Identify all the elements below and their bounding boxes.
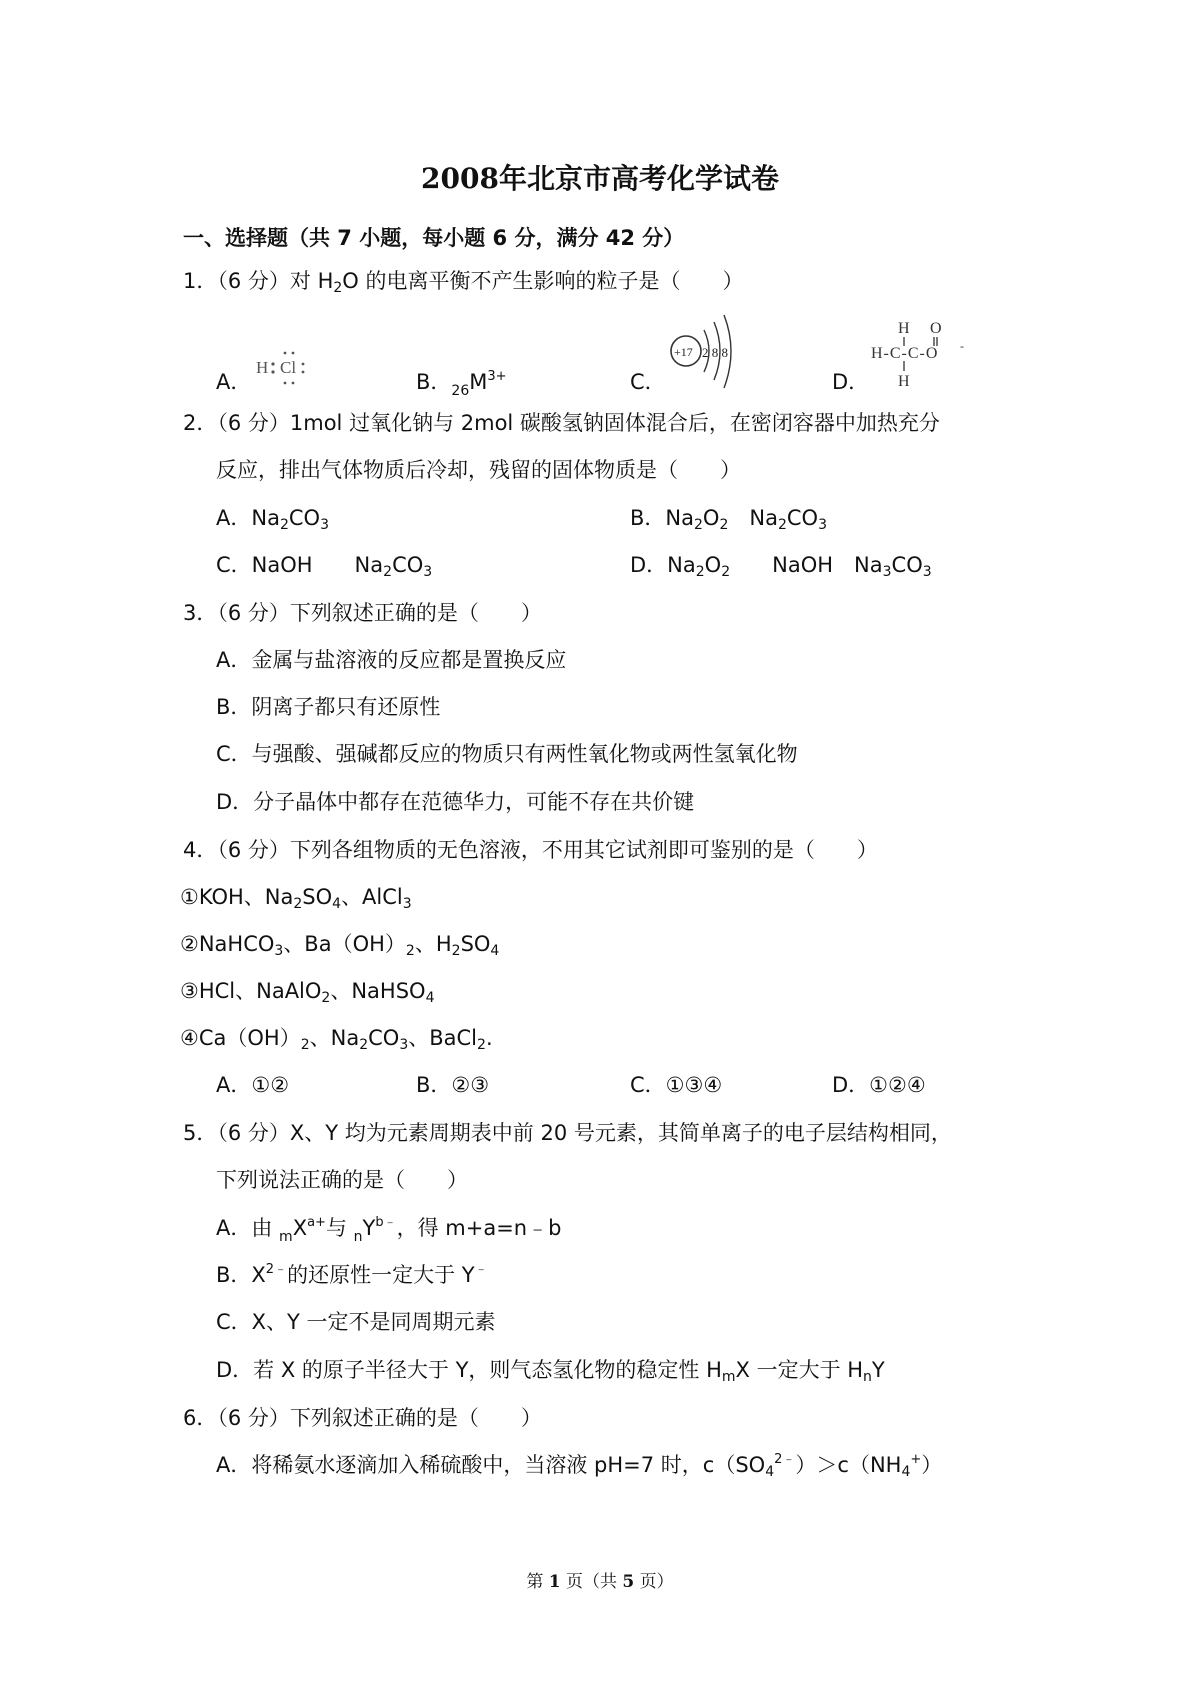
q1-option-c-label: C．: [630, 370, 666, 394]
q4-group-1: ①KOH、$Na_2SO_4$、AlCl$_3$: [180, 885, 412, 912]
question-1-stem: 1．（6 分）对 $H_2O$ 的电离平衡不产生影响的粒子是（ ）: [183, 269, 744, 296]
svg-text:-: -: [960, 339, 964, 353]
q3-option-b: B．阴离子都只有还原性: [216, 695, 441, 719]
q4-group-4: $④Ca(OH)_2$、$Na_2CO_3$、BaCl$_2$.: [180, 1026, 493, 1053]
q2-option-b: B．$Na_2O_2$ $Na_2CO_3$: [630, 506, 827, 533]
q4-group-2: ②NaHCO$_3$、$Ba(OH)_2$、$H_2SO_4$: [180, 932, 500, 959]
q2-option-c: C．NaOH $Na_2CO_3$: [216, 553, 433, 580]
q1-option-d-label: D．: [832, 370, 870, 394]
q4-option-d: D．①②④: [832, 1073, 926, 1097]
q1-option-c-atom-diagram: [668, 312, 742, 392]
q1-a-cl-text: Cl: [280, 358, 297, 377]
q1-c-nucleus-text: +17: [674, 345, 693, 359]
q4-group-3: ③HCl、NaAlO$_2$、NaHSO$_4$: [180, 979, 435, 1006]
q1-option-b: B．$_{26}M^{3+}$: [416, 369, 507, 399]
q1-option-a-label: A．: [216, 370, 252, 394]
q2-option-d: D．$Na_2O_2$ NaOH $Na_3CO_3$: [630, 553, 932, 580]
q1-c-shells-text: 2 8 8: [702, 345, 728, 360]
q2-option-a: A．$Na_2CO_3$: [216, 506, 329, 533]
q1-d-top-h: H: [898, 320, 910, 337]
q5-option-a: A．由 $_mX^{a+}$与 $_nY^{b﹣}$，得 m+a=n﹣b: [216, 1215, 562, 1245]
q1-d-chain: H-C-C-O: [871, 345, 939, 362]
q4-option-c: C．①③④: [630, 1073, 723, 1097]
q1-d-bottom-h: H: [898, 373, 910, 390]
q1-option-a-structure: [256, 345, 316, 390]
section-heading: 一、选择题（共 7 小题，每小题 6 分，满分 42 分）: [183, 226, 685, 250]
question-2-line-1: 2．（6 分）1mol 过氧化钠与 2mol 碳酸氢钠固体混合后，在密闭容器中加热充分: [183, 411, 940, 435]
question-2-line-2: 反应，排出气体物质后冷却，残留的固体物质是（ ）: [216, 458, 741, 482]
q3-option-c: C．与强酸、强碱都反应的物质只有两性氧化物或两性氢氧化物: [216, 742, 798, 766]
current-page-number: 1: [548, 1572, 561, 1592]
page-footer: 第 1 页（共 5 页）: [526, 1572, 674, 1592]
question-5-line-2: 下列说法正确的是（ ）: [216, 1168, 468, 1192]
q5-option-b: B．$X^{2﹣}$的还原性一定大于 Y﹣: [216, 1262, 488, 1287]
q6-option-a: A．将稀氨水逐滴加入稀硫酸中，当溶液 pH=7 时，$c(SO_4^{2﹣})>c(NH_4^+)$: [216, 1452, 943, 1480]
q3-option-d: D．分子晶体中都存在范德华力，可能不存在共价键: [216, 790, 695, 814]
q1-a-h-text: H: [256, 358, 269, 377]
question-4-stem: 4．（6 分）下列各组物质的无色溶液，不用其它试剂即可鉴别的是（ ）: [183, 838, 878, 862]
q5-option-d: D．若 X 的原子半径大于 Y，则气态氢化物的稳定性 $H_mX$ 一定大于 $H_nY$: [216, 1358, 885, 1385]
total-pages: 5: [622, 1572, 635, 1592]
q3-option-a: A．金属与盐溶液的反应都是置换反应: [216, 648, 567, 672]
question-5-line-1: 5．（6 分）X、Y 均为元素周期表中前 20 号元素，其简单离子的电子层结构相同，: [183, 1121, 952, 1145]
q4-option-a: A．①②: [216, 1073, 290, 1097]
question-6-stem: 6．（6 分）下列叙述正确的是（ ）: [183, 1406, 542, 1430]
q1-option-d-structure: [868, 316, 978, 394]
page-title: 2008年北京市高考化学试卷: [421, 162, 779, 195]
q1-d-top-o: O: [930, 320, 942, 337]
q4-option-b: B．②③: [416, 1073, 490, 1097]
q5-option-c: C．X、Y 一定不是同周期元素: [216, 1310, 496, 1334]
question-3-stem: 3．（6 分）下列叙述正确的是（ ）: [183, 601, 542, 625]
